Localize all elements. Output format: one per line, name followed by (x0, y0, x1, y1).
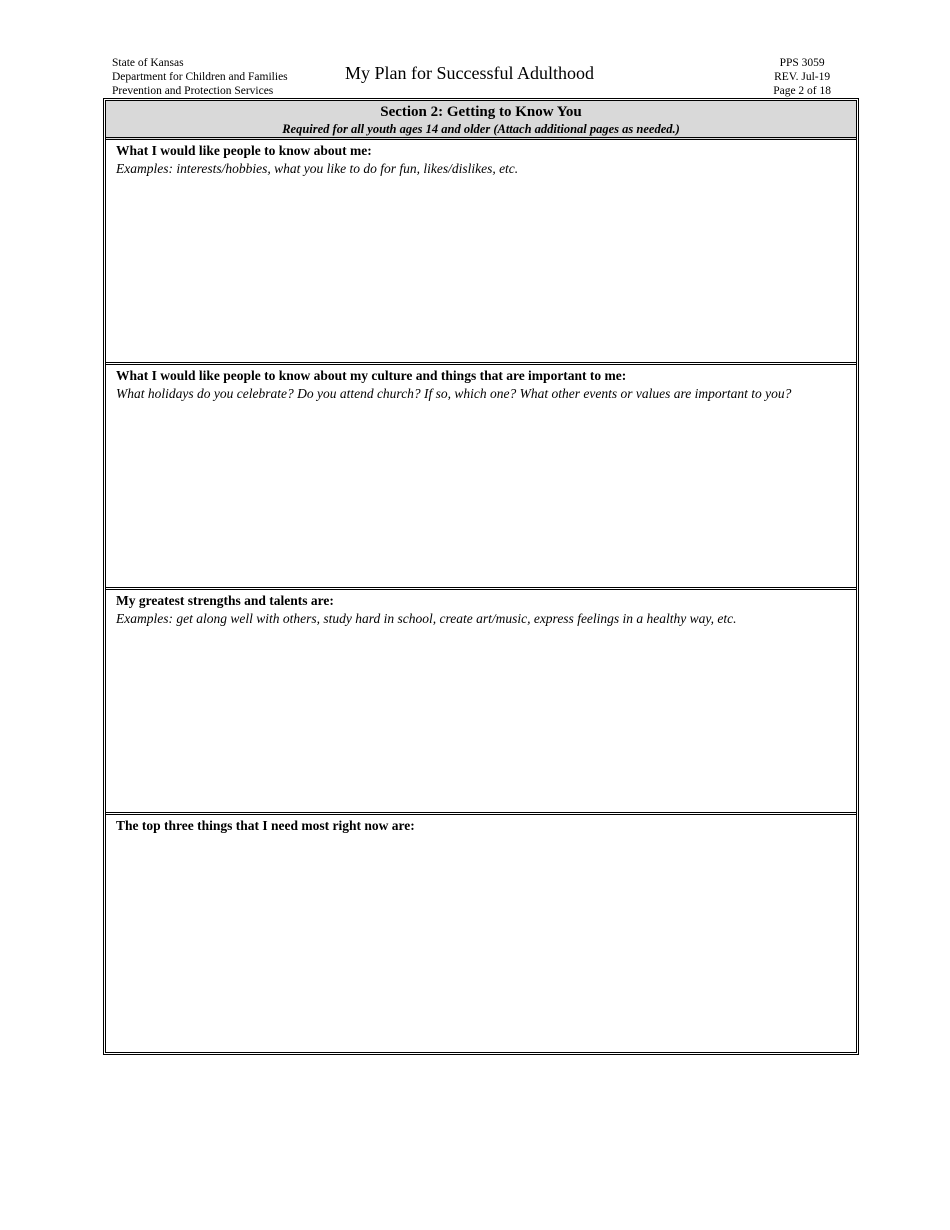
culture-field[interactable] (106, 365, 856, 590)
section-subtitle: Required for all youth ages 14 and older (Attach additional pages as needed.) (282, 122, 680, 136)
section-header (106, 101, 856, 140)
form-revision: REV. Jul-19 (774, 71, 831, 83)
strengths-field[interactable] (106, 590, 856, 815)
culture-label: What I would like people to know about my culture and things that are important to me: (116, 368, 627, 383)
strengths-label: My greatest strengths and talents are: (116, 593, 334, 608)
agency-block (112, 56, 288, 98)
about-me-field[interactable] (106, 140, 856, 365)
form-table (103, 98, 859, 1055)
form-info-block (773, 56, 831, 98)
culture-hint: What holidays do you celebrate? Do you attend church? If so, which one? What other events or values are important to you? (116, 386, 792, 401)
agency-department: Department for Children and Families (112, 71, 288, 83)
top-needs-label: The top three things that I need most right now are: (116, 818, 415, 833)
strengths-hint: Examples: get along well with others, study hard in school, create art/music, express feelings in a healthy way, etc. (116, 611, 737, 626)
about-me-hint: Examples: interests/hobbies, what you like to do for fun, likes/dislikes, etc. (116, 161, 519, 176)
agency-division: Prevention and Protection Services (112, 85, 274, 97)
about-me-label: What I would like people to know about me: (116, 143, 372, 158)
section-title: Section 2: Getting to Know You (380, 104, 582, 120)
page-number: Page 2 of 18 (773, 85, 831, 97)
agency-state: State of Kansas (112, 57, 184, 69)
document-title: My Plan for Successful Adulthood (345, 63, 594, 83)
top-needs-field[interactable] (106, 815, 856, 1043)
form-number: PPS 3059 (779, 57, 825, 69)
